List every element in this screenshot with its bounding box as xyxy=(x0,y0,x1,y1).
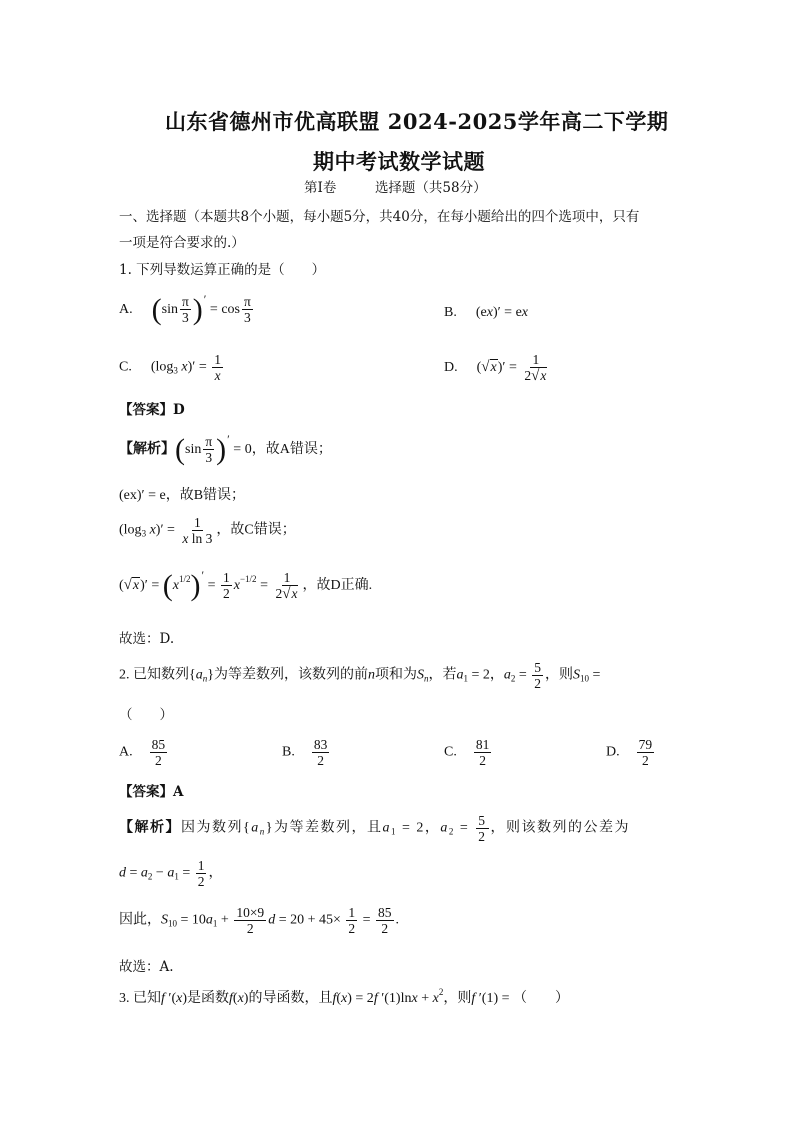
q2-common-difference: $d = a_2 - a_1$ = $\frac{1}{2}$ ， xyxy=(119,858,223,889)
q2-answer: 【答案】A xyxy=(119,784,184,800)
q1-conclusion: 故选：D. xyxy=(119,631,175,647)
q2-analysis: 【解析】因为数列$\{a_n\}$为等差数列，且$a_1 = 2$，$a_2$ = $\frac{5}{2}$ ，则该数列的公差为 xyxy=(119,813,631,844)
q2-stem: 2. 已知数列$\{a_n\}$为等差数列，该数列的前n项和为$S_n$，若$a_1 = 2$，$a_2$ = $\frac{5}{2}$ ，则$S_{10}$ = xyxy=(119,660,601,691)
q2-option-b: B. $\frac{83}{2}$ xyxy=(282,737,328,768)
q1-analysis-a: 【解析】(sin $\frac{\pi}{3}$ )′ = 0，故A错误； xyxy=(119,432,332,466)
q1-answer: 【答案】D xyxy=(119,402,185,418)
q1-option-d-label: D. xyxy=(444,360,458,376)
section-part: 第Ⅰ卷 xyxy=(304,180,337,196)
q1-analysis-a-text: ，故A错误； xyxy=(251,442,332,457)
q1-analysis-d: $(√x)' = (x^{1/2})'$ = $\frac{1}{2}$ $x^{-1/2}$ = $\frac{1}{2√x}$ ，故D正确. xyxy=(119,568,373,602)
section-header xyxy=(304,178,487,198)
q1-analysis-b xyxy=(119,484,245,504)
q1-analysis-tag: 【解析】 xyxy=(119,442,175,457)
q2-blank: （ ） xyxy=(119,707,173,723)
section-name: 选择题（共58分） xyxy=(374,180,487,196)
instructions-line2: 一项是符合要求的.） xyxy=(119,235,245,251)
q1-option-b: B. (ex)′ = ex xyxy=(444,305,529,320)
q1-analysis-b-text: ，故B错误； xyxy=(165,488,246,503)
q1-option-a-label: A. xyxy=(119,302,133,317)
q1-option-d: D. (√x)′ = $\frac{1}{2√x}$ xyxy=(444,352,547,384)
q2-sum-calculation: 因此，$S_{10} = 10a_1$ + $\frac{10\times 9}{2}$ d = 20 + 45× $\frac{1}{2}$ = $\frac{85}{2}$ . xyxy=(119,905,400,936)
page-title-line2: 期中考试数学试题 xyxy=(313,149,485,174)
q1-option-c: C. ($\log_3$ x)′ = $\frac{1}{x}$ xyxy=(119,352,221,383)
q1-analysis-d-text: ，故D正确. xyxy=(302,578,373,593)
q1-analysis-c-text: ，故C错误； xyxy=(216,522,296,538)
page-title-line1: 山东省德州市优高联盟 2024-2025学年高二下学期 xyxy=(165,109,669,134)
q2-conclusion: 故选：A. xyxy=(119,959,174,975)
q1-option-c-label: C. xyxy=(119,359,132,375)
q2-option-d: D. $\frac{79}{2}$ xyxy=(606,737,653,768)
q3-stem: 3. 已知f ′(x)是函数f(x)的导函数，且f(x) = 2f $'(1)\ln x + x^2$，则f ′(1) = （ ） xyxy=(119,987,570,1006)
q1-option-b-label: B. xyxy=(444,305,457,320)
q1-stem: 1. 下列导数运算正确的是（ ） xyxy=(119,262,326,278)
q2-option-c: C. $\frac{81}{2}$ xyxy=(444,737,490,768)
q1-analysis-b-expr: (ex)′ = e xyxy=(119,488,166,503)
instructions-line1: 一、选择题（本题共8个小题，每小题5分，共40分，在每小题给出的四个选项中，只有 xyxy=(119,209,640,225)
q1-analysis-c: ($\log_3$ x)′ = $\frac{1}{\text{x ln 3}}$ ，故C错误； xyxy=(119,515,296,546)
q2-option-a: A. $\frac{85}{2}$ xyxy=(119,737,166,768)
q1-option-a: A. (sin $\frac{\pi}{3}$ )′ = cos $\frac{\pi}{3}$ xyxy=(119,292,251,326)
